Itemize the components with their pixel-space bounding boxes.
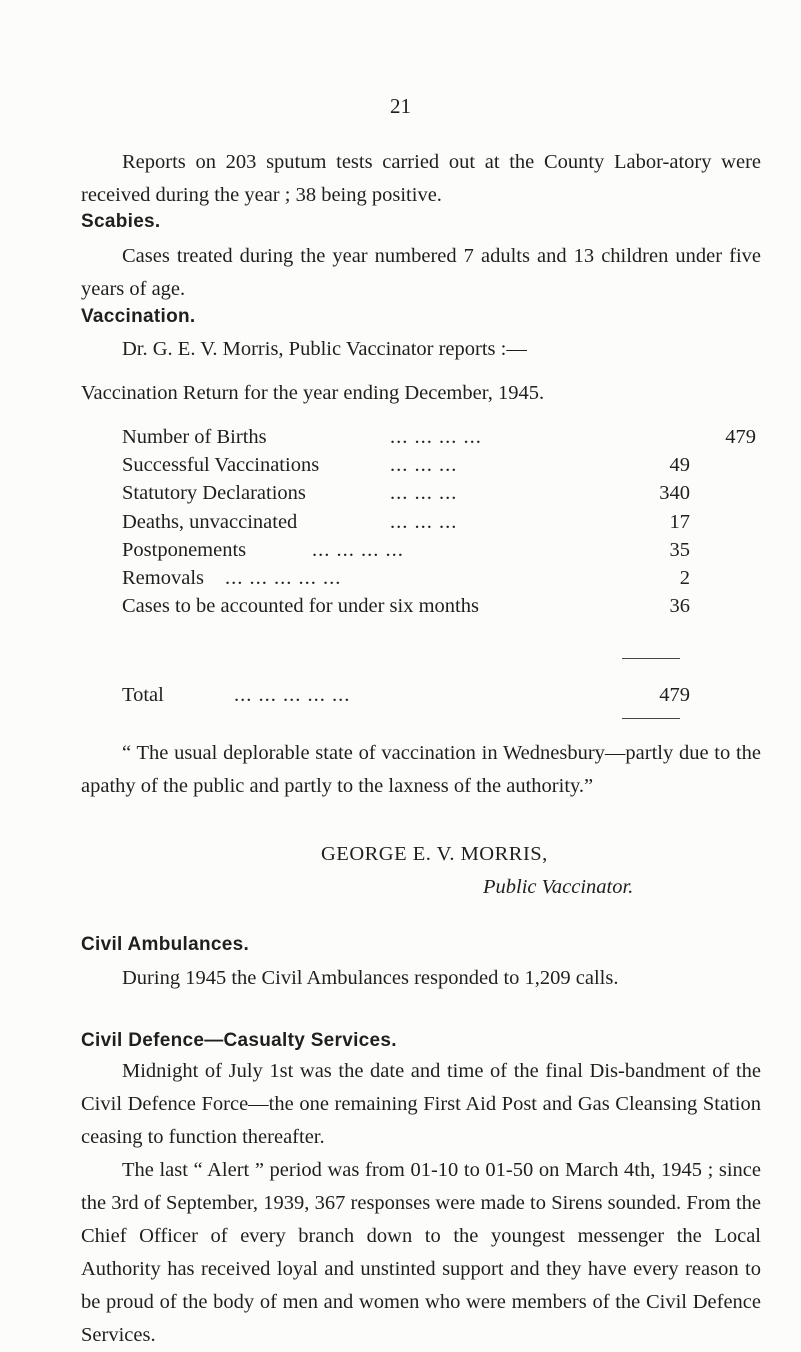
row-value: 36 — [669, 595, 690, 618]
vaccinator-report-line: Dr. G. E. V. Morris, Public Vaccinator reports :— — [122, 338, 527, 360]
vaccination-return-title: Vaccination Return for the year ending December, 1945. — [81, 382, 545, 404]
civil-defence-paragraph-1: Midnight of July 1st was the date and time of the final Dis-bandment of the Civil Defence Force—the one remaining First Aid Post and Gas Cleansing Station ceasing to function thereafter. — [81, 1060, 761, 1148]
total-leader: ... ... ... ... ... — [234, 684, 351, 706]
row-leader: ... ... ... — [390, 454, 458, 477]
row-value: 479 — [725, 426, 756, 448]
civil-ambulances-text: During 1945 the Civil Ambulances responded to 1,209 calls. — [122, 967, 619, 989]
table-row — [122, 508, 762, 536]
civil-defence-paragraph-2: The last “ Alert ” period was from 01-10 to 01-50 on March 4th, 1945 ; since the 3rd of September, 1939, 367 responses were made to Sirens sounded. From the Chief Officer of every branch down to the youngest messenger the Local Authority has received loyal and unstinted support and they have every reason to be proud of the body of men and women who were members of the Civil Defence Services. — [81, 1159, 761, 1346]
signature-title: Public Vaccinator. — [483, 876, 634, 898]
table-row — [122, 536, 762, 564]
vaccination-return-table — [122, 423, 762, 620]
row-label: Number of Births — [122, 426, 267, 448]
table-row — [122, 564, 762, 592]
total-rule — [622, 718, 680, 719]
page-number: 21 — [390, 94, 411, 118]
row-value: 49 — [669, 454, 690, 477]
row-value: 17 — [669, 510, 690, 533]
row-leader: ... ... ... ... ... — [225, 566, 342, 589]
subtotal-rule — [622, 658, 680, 659]
row-label: Cases to be accounted for under six months — [122, 595, 479, 618]
sputum-report-paragraph: Reports on 203 sputum tests carried out at the County Labor-atory were received during the year ; 38 being positive. — [81, 151, 761, 206]
row-label: Successful Vaccinations — [122, 454, 320, 477]
row-label: Deaths, unvaccinated — [122, 510, 298, 533]
civil-ambulances-heading: Civil Ambulances. — [81, 934, 250, 955]
total-row — [122, 681, 762, 709]
total-label: Total — [122, 684, 164, 706]
row-label: Removals — [122, 566, 204, 589]
row-label: Postponements — [122, 538, 247, 561]
vaccinator-quote: “ The usual deplorable state of vaccination in Wednesbury—partly due to the apathy of the public and partly to the laxness of the authority.” — [81, 742, 761, 797]
table-row — [122, 479, 762, 507]
row-value: 340 — [659, 482, 690, 505]
total-value: 479 — [659, 684, 690, 706]
row-leader: ... ... ... — [390, 510, 458, 533]
table-row — [122, 423, 762, 451]
row-leader: ... ... ... ... — [312, 538, 404, 561]
scabies-paragraph: Cases treated during the year numbered 7 adults and 13 children under five years of age. — [81, 245, 761, 300]
table-row — [122, 451, 762, 479]
row-label: Statutory Declarations — [122, 482, 306, 505]
signature-name: GEORGE E. V. MORRIS, — [321, 843, 548, 865]
row-value: 2 — [679, 566, 690, 589]
row-leader: ... ... ... ... — [390, 426, 482, 448]
row-leader: ... ... ... — [390, 482, 458, 505]
row-value: 35 — [669, 538, 690, 561]
vaccination-heading: Vaccination. — [81, 306, 196, 327]
table-row — [122, 592, 762, 620]
civil-defence-heading: Civil Defence—Casualty Services. — [81, 1030, 397, 1051]
scabies-heading: Scabies. — [81, 211, 161, 232]
